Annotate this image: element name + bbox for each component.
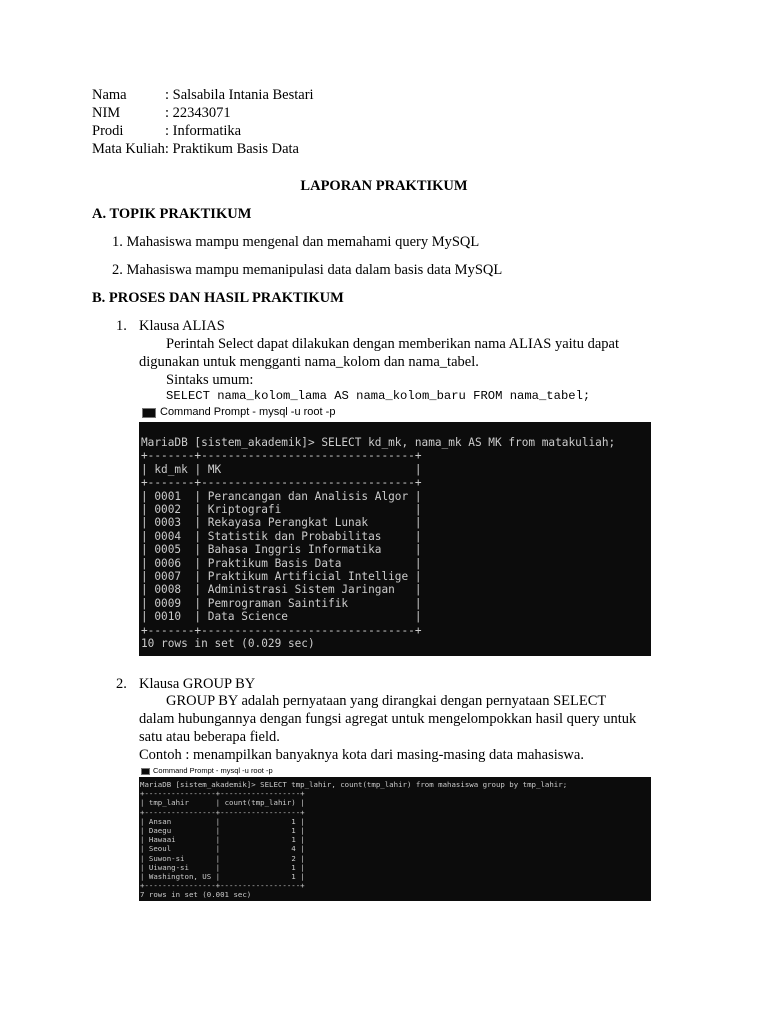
column-header: count(tmp_lahir) — [224, 798, 296, 808]
terminal-title-bar — [139, 765, 651, 777]
cell: Washington, US — [148, 872, 212, 882]
terminal-prompt: MariaDB [sistem_akademik]> SELECT tmp_lahir, count(tmp_lahir) from mahasiswa group by tmp_lahir; — [140, 780, 568, 789]
table-border: +----------------+------------------+ — [140, 789, 305, 799]
cell: 0007 — [154, 570, 182, 584]
cell: Ansan — [148, 816, 172, 826]
topic-item: 2. Mahasiswa mampu memanipulasi data dalam basis data MySQL — [112, 262, 503, 278]
table-border: +----------------+------------------+ — [140, 807, 305, 817]
cell: 0004 — [154, 529, 182, 543]
syntax-label: Sintaks umum: — [166, 372, 254, 388]
command-prompt-icon — [142, 408, 156, 418]
alias-number: 1. — [116, 318, 127, 334]
identity-block — [92, 87, 492, 161]
cell: Rekayasa Perangkat Lunak — [207, 516, 369, 530]
cell: Hawaai — [148, 835, 176, 845]
alias-paragraph: Perintah Select dapat dilakukan dengan memberikan nama ALIAS yaitu dapat — [166, 336, 619, 352]
cell: Seoul — [148, 844, 172, 854]
cell: Pemrograman Saintifik — [207, 596, 349, 610]
terminal-title: Command Prompt - mysql -u root -p — [153, 766, 273, 775]
cell: 0001 — [154, 489, 182, 503]
syntax-code: SELECT nama_kolom_lama AS nama_kolom_baru FROM nama_tabel; — [166, 389, 591, 403]
cell: 1 — [291, 816, 296, 826]
identity-row — [92, 87, 492, 105]
cell: 0010 — [154, 610, 182, 624]
table-border: +-------+--------------------------------+ — [141, 476, 422, 490]
cell: 0002 — [154, 503, 182, 517]
cell: Suwon-si — [148, 853, 185, 863]
cell: Bahasa Inggris Informatika — [207, 543, 382, 557]
cell: 1 — [291, 835, 296, 845]
cell: Perancangan dan Analisis Algor — [207, 489, 409, 503]
course-line: Mata Kuliah: Praktikum Basis Data — [92, 141, 299, 157]
groupby-paragraph: dalam hubungannya dengan fungsi agregat untuk mengelompokkan hasil query untuk — [139, 711, 637, 727]
cell: 1 — [291, 862, 296, 872]
table-border: +----------------+------------------+ — [140, 881, 305, 891]
cell: 0006 — [154, 556, 182, 570]
cell: 0003 — [154, 516, 182, 530]
table-border: +-------+--------------------------------+ — [141, 449, 422, 463]
cell: 2 — [291, 853, 296, 863]
terminal-screenshot-alias — [139, 404, 651, 656]
terminal-output: MariaDB [sistem_akademik]> SELECT kd_mk, nama_mk AS MK from matakuliah; +-------+--------------------------------+ | kd_mk | MK | +-------+--------------------------------+ | 0001 | Perancangan dan Analisis Algor | | 0002 | Kriptografi | | 0003 | Rekayasa Perangkat Lunak | | 0004 | Statistik dan Probabilitas | | 0005 | Bahasa Inggris Informatika | | 0006 | Praktikum Basis Data | | 0007 | Praktikum Artificial Intellige | | 0008 | Administrasi Sistem Jaringan | | 0009 | Pemrograman Saintifik | | 0010 | Data Science | +-------+--------------------------------+ 10 rows in set (0.029 sec) — [141, 436, 616, 651]
table-border: +-------+--------------------------------+ — [141, 623, 422, 637]
topic-item: 1. Mahasiswa mampu mengenal dan memahami query MySQL — [112, 234, 480, 250]
alias-paragraph: digunakan untuk mengganti nama_kolom dan nama_tabel. — [139, 354, 479, 370]
terminal-title: Command Prompt - mysql -u root -p — [160, 406, 336, 418]
section-b-heading: B. PROSES DAN HASIL PRAKTIKUM — [92, 290, 344, 306]
groupby-paragraph: satu atau beberapa field. — [139, 729, 280, 745]
identity-value: : Informatika — [165, 123, 242, 139]
command-prompt-icon — [141, 768, 150, 775]
groupby-paragraph: GROUP BY adalah pernyataan yang dirangkai dengan pernyataan SELECT — [166, 693, 607, 709]
cell: 0008 — [154, 583, 182, 597]
groupby-number: 2. — [116, 676, 127, 692]
cell: Data Science — [207, 610, 288, 624]
identity-label: Nama — [92, 87, 127, 103]
terminal-footer: 10 rows in set (0.029 sec) — [141, 637, 315, 651]
cell: 1 — [291, 872, 296, 882]
cell: 4 — [291, 844, 296, 854]
identity-label: NIM — [92, 105, 121, 121]
cell: Uiwang-si — [148, 862, 189, 872]
cell: 0005 — [154, 543, 182, 557]
cell: Praktikum Basis Data — [207, 556, 342, 570]
cell: Kriptografi — [207, 503, 282, 517]
terminal-prompt: MariaDB [sistem_akademik]> SELECT kd_mk, nama_mk AS MK from matakuliah; — [141, 436, 616, 449]
cell: 0009 — [154, 596, 182, 610]
terminal-screenshot-groupby — [139, 765, 651, 901]
column-header: kd_mk — [154, 462, 188, 476]
groupby-title: Klausa GROUP BY — [139, 676, 256, 692]
cell: Daegu — [148, 826, 172, 836]
report-title: LAPORAN PRAKTIKUM — [300, 178, 468, 194]
cell: Statistik dan Probabilitas — [207, 529, 382, 543]
alias-title: Klausa ALIAS — [139, 318, 225, 334]
identity-value: : 22343071 — [165, 105, 231, 121]
identity-value: : Salsabila Intania Bestari — [165, 87, 314, 103]
section-a-heading: A. TOPIK PRAKTIKUM — [92, 206, 252, 222]
column-header: tmp_lahir — [148, 798, 189, 808]
identity-label: Prodi — [92, 123, 124, 139]
identity-row — [92, 123, 492, 141]
terminal-output: MariaDB [sistem_akademik]> SELECT tmp_lahir, count(tmp_lahir) from mahasiswa group by tmp_lahir; +----------------+------------------+ | tmp_lahir | count(tmp_lahir) | +----------------+------------------+ | Ansan | 1 | | Daegu | 1 | | Hawaai | 1 | | Seoul | 4 | | Suwon-si | 2 | | Uiwang-si | 1 | | Washington, US | 1 | +----------------+------------------+ 7 rows in set (0.001 sec) — [140, 780, 568, 900]
terminal-title-bar — [139, 404, 651, 422]
identity-row — [92, 105, 492, 123]
cell: Administrasi Sistem Jaringan — [207, 583, 395, 597]
terminal-footer: 7 rows in set (0.001 sec) — [140, 890, 252, 900]
cell: 1 — [291, 826, 296, 836]
column-header: MK — [207, 462, 222, 476]
cell: Praktikum Artificial Intellige — [207, 570, 409, 584]
groupby-example: Contoh : menampilkan banyaknya kota dari masing-masing data mahasiswa. — [139, 747, 584, 763]
